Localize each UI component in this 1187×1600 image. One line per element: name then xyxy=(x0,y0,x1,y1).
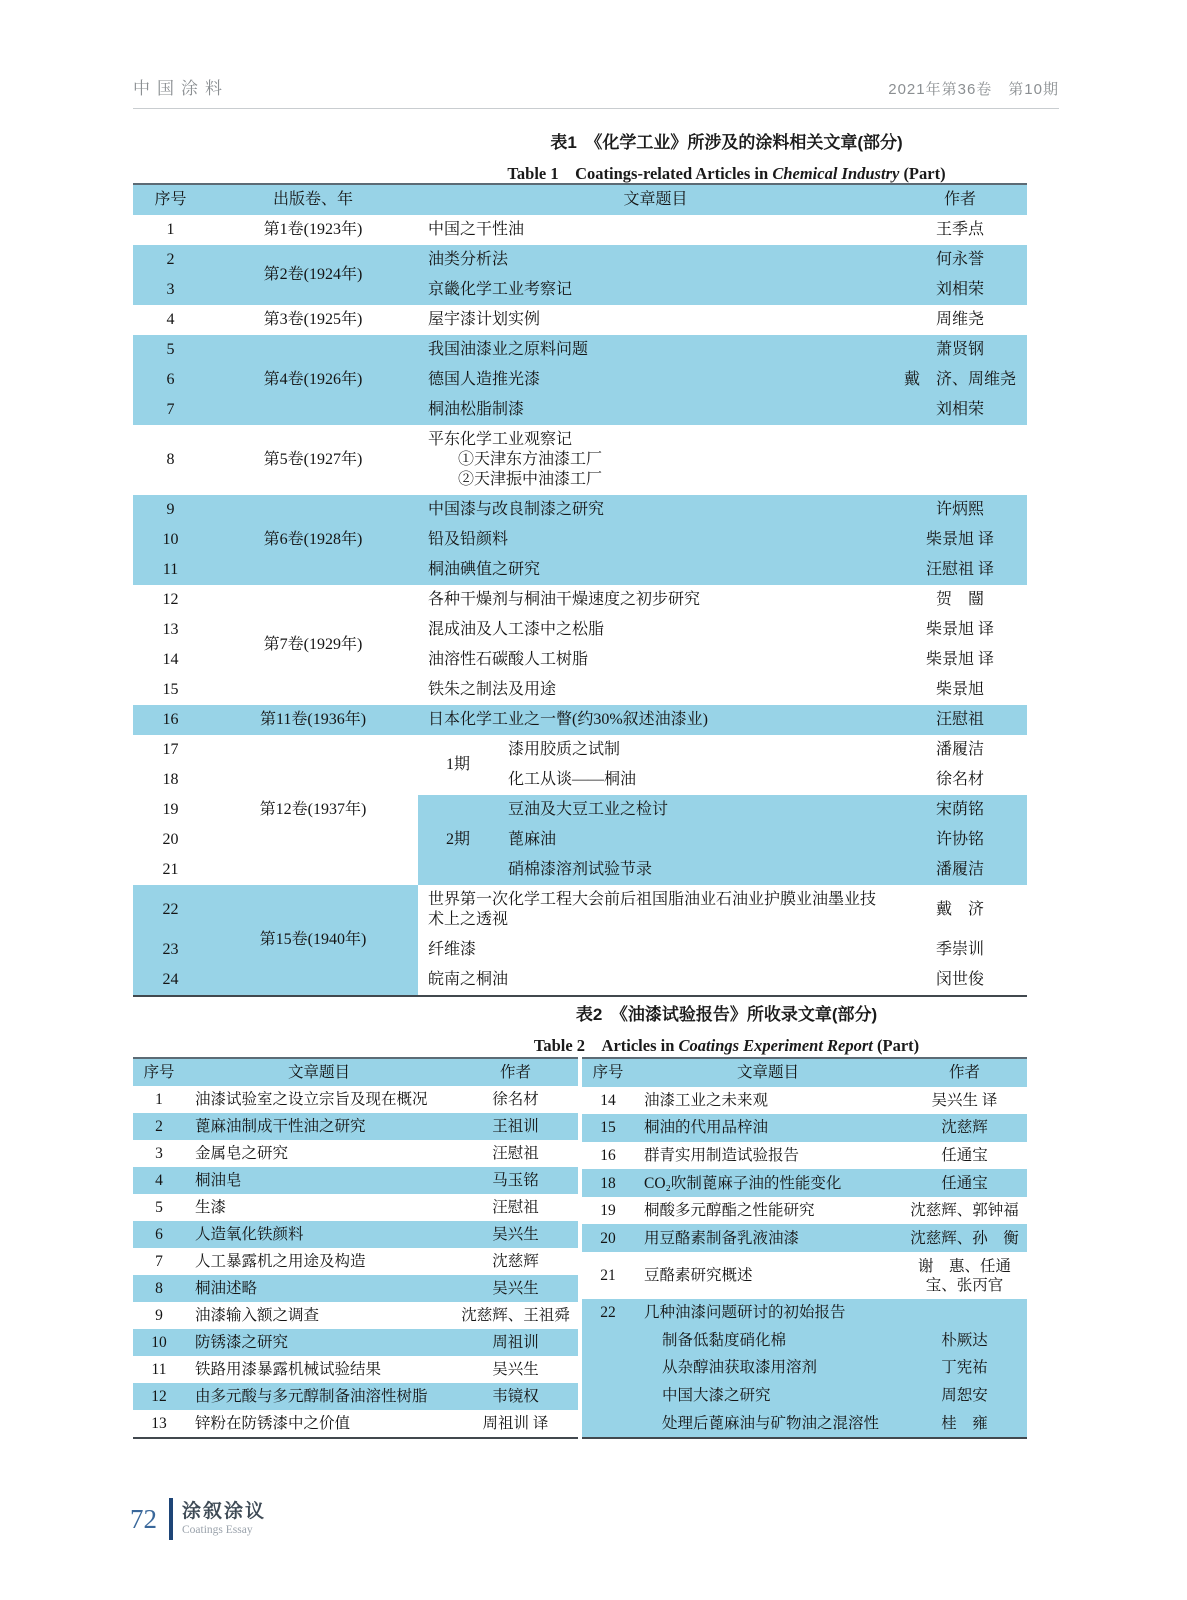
col-header-title: 文章题目 xyxy=(634,1058,902,1087)
table-row xyxy=(582,1252,1027,1299)
title-cell: 我国油漆业之原料问题 xyxy=(418,335,893,365)
table-row xyxy=(133,1167,578,1194)
title-cell: 人造氧化铁颜料 xyxy=(185,1221,453,1248)
table-row xyxy=(133,245,1027,275)
page-footer xyxy=(130,1498,266,1540)
author-cell: 萧贤钢 xyxy=(893,335,1027,365)
col-header-no: 序号 xyxy=(133,184,208,215)
no-cell: 7 xyxy=(155,1253,163,1270)
title-cell: 豆酪素研究概述 xyxy=(644,1267,753,1285)
author-cell: 戴 济 xyxy=(936,901,985,918)
title-cell: 皖南之桐油 xyxy=(428,971,509,988)
caption-en-pre: Table 2 Articles in xyxy=(533,1036,679,1055)
table-row xyxy=(133,1086,578,1113)
table-row xyxy=(133,1275,578,1302)
title-line: ①天津东方油漆工厂 xyxy=(458,451,603,468)
table2-caption-cn: 表2 《油漆试验报告》所收录文章(部分) xyxy=(575,1005,878,1024)
table-sub-row xyxy=(582,1409,1027,1438)
title-cell: 群青实用制造试验报告 xyxy=(644,1147,800,1165)
author-cell: 沈慈辉、王祖舜 xyxy=(461,1307,570,1324)
title-cell: 生漆 xyxy=(195,1199,227,1216)
no-cell: 21 xyxy=(162,861,179,878)
no-cell: 6 xyxy=(133,365,208,395)
table-row xyxy=(582,1142,1027,1170)
author-cell: 韦镜权 xyxy=(453,1383,578,1410)
title-cell: 混成油及人工漆中之松脂 xyxy=(428,621,605,638)
title-cell: 油漆工业之未来观 xyxy=(644,1091,769,1109)
table-row xyxy=(133,1113,578,1140)
author-cell: 谢 惠、任通宝、张丙官 xyxy=(917,1257,1011,1294)
no-cell: 5 xyxy=(155,1199,163,1216)
vol-cell: 第7卷(1929年) xyxy=(263,636,363,653)
author-cell: 刘相荣 xyxy=(893,395,1027,425)
author-cell: 周维尧 xyxy=(936,311,985,328)
title-cell: 京畿化学工业考察记 xyxy=(418,275,893,305)
no-cell: 4 xyxy=(133,1167,185,1194)
no-cell: 15 xyxy=(162,681,179,698)
author-cell: 朴厥达 xyxy=(902,1327,1027,1355)
table2-caption-en xyxy=(133,1032,1187,1056)
author-cell: 王祖训 xyxy=(453,1113,578,1140)
table-sub-row xyxy=(582,1327,1027,1355)
title-cell: 中国之干性油 xyxy=(428,221,525,238)
title-cell: 铅及铅颜料 xyxy=(418,525,893,555)
author-cell xyxy=(893,425,1027,495)
no-cell: 12 xyxy=(133,1383,185,1410)
title-cell: 桐油松脂制漆 xyxy=(418,395,893,425)
no-cell xyxy=(582,1354,634,1382)
table2-right xyxy=(582,1057,1027,1439)
title-cell: CO₂吹制蓖麻子油的性能变化 xyxy=(634,1169,902,1197)
author-cell: 吴兴生 译 xyxy=(931,1091,998,1109)
author-cell: 徐名材 xyxy=(936,771,985,788)
title-cell: 纤维漆 xyxy=(428,941,477,958)
no-cell: 1 xyxy=(155,1091,163,1108)
table-row xyxy=(582,1299,1027,1327)
title-cell: 人工暴露机之用途及构造 xyxy=(195,1253,366,1270)
title-cell: 金属皂之研究 xyxy=(195,1145,289,1162)
col-header-author: 作者 xyxy=(902,1058,1027,1087)
title-cell: 桐油述略 xyxy=(185,1275,453,1302)
title-cell: 蓖麻油制成干性油之研究 xyxy=(185,1113,453,1140)
no-cell: 5 xyxy=(133,335,208,365)
table-row xyxy=(133,1194,578,1221)
no-cell xyxy=(582,1382,634,1410)
no-cell: 16 xyxy=(133,705,208,735)
period-cell: 1期 xyxy=(445,756,470,773)
author-cell: 何永誉 xyxy=(893,245,1027,275)
title-cell: 处理后蓖麻油与矿物油之混溶性 xyxy=(634,1409,902,1438)
no-cell: 20 xyxy=(582,1224,634,1252)
no-cell: 6 xyxy=(133,1221,185,1248)
no-cell xyxy=(582,1327,634,1355)
title-cell: 中国大漆之研究 xyxy=(634,1382,902,1410)
table2-left xyxy=(133,1057,578,1439)
vol-cell: 第2卷(1924年) xyxy=(208,245,418,305)
caption-en-pre: Table 1 Coatings-related Articles in xyxy=(507,164,773,183)
title-cell: 日本化学工业之一瞥(约30%叙述油漆业) xyxy=(418,705,893,735)
title-cell: 从杂醇油获取漆用溶剂 xyxy=(634,1354,902,1382)
author-cell: 柴景旭 译 xyxy=(926,621,995,638)
table-row xyxy=(133,305,1027,335)
table-row xyxy=(133,1221,578,1248)
title-cell: 油类分析法 xyxy=(418,245,893,275)
table-row xyxy=(133,1248,578,1275)
title-cell: 中国漆与改良制漆之研究 xyxy=(418,495,893,525)
title-cell xyxy=(418,425,893,495)
author-cell: 汪慰祖 xyxy=(492,1145,539,1162)
author-cell: 宋荫铭 xyxy=(893,795,1027,825)
title-cell: 油漆试验室之设立宗旨及现在概况 xyxy=(195,1091,428,1108)
table2-caption xyxy=(133,1000,1187,1056)
author-cell: 闵世俊 xyxy=(936,971,985,988)
no-cell: 8 xyxy=(166,451,175,468)
table-row xyxy=(133,215,1027,245)
no-cell: 22 xyxy=(582,1299,634,1327)
col-header-author: 作者 xyxy=(453,1058,578,1086)
title-cell: 锌粉在防锈漆中之价值 xyxy=(195,1415,351,1432)
issue-info: 2021年第36卷 第10期 xyxy=(888,81,1059,98)
author-cell: 潘履洁 xyxy=(936,741,985,758)
no-cell: 24 xyxy=(133,965,208,996)
table-row xyxy=(582,1114,1027,1142)
col-header-no: 序号 xyxy=(133,1058,185,1086)
vol-cell: 第1卷(1923年) xyxy=(263,221,363,238)
no-cell: 18 xyxy=(582,1169,634,1197)
author-cell: 周祖训 xyxy=(453,1329,578,1356)
author-cell: 周祖训 译 xyxy=(482,1415,549,1432)
col-header-no: 序号 xyxy=(582,1058,634,1087)
no-cell: 15 xyxy=(582,1114,634,1142)
author-cell: 周恕安 xyxy=(902,1382,1027,1410)
vol-cell: 第4卷(1926年) xyxy=(208,335,418,425)
no-cell: 11 xyxy=(151,1361,167,1378)
col-header-vol: 出版卷、年 xyxy=(208,184,418,215)
no-cell: 10 xyxy=(133,525,208,555)
author-cell xyxy=(902,1299,1027,1327)
table-row xyxy=(133,705,1027,735)
no-cell: 13 xyxy=(162,621,179,638)
column-title-en: Coatings Essay xyxy=(182,1524,253,1536)
title-cell: 防锈漆之研究 xyxy=(185,1329,453,1356)
no-cell: 1 xyxy=(166,221,175,238)
table2-left-header-row xyxy=(133,1058,578,1086)
table-row xyxy=(133,585,1027,615)
title-cell: 豆油及大豆工业之检讨 xyxy=(498,795,893,825)
title-cell: 铁朱之制法及用途 xyxy=(428,681,557,698)
author-cell: 贺 闓 xyxy=(936,591,985,608)
no-cell: 4 xyxy=(166,311,175,328)
col-header-title: 文章题目 xyxy=(185,1058,453,1086)
vol-cell: 第11卷(1936年) xyxy=(208,705,418,735)
title-cell: 制备低黏度硝化棉 xyxy=(634,1327,902,1355)
table-row xyxy=(133,335,1027,365)
author-cell: 季崇训 xyxy=(936,941,985,958)
title-cell: 硝棉漆溶剂试验节录 xyxy=(498,855,893,885)
page-header xyxy=(133,74,1059,109)
author-cell: 沈慈辉 xyxy=(492,1253,539,1270)
vol-cell: 第5卷(1927年) xyxy=(263,451,363,468)
table-row xyxy=(133,425,1027,495)
author-cell: 许炳熙 xyxy=(893,495,1027,525)
no-cell: 20 xyxy=(162,831,179,848)
table-row xyxy=(133,1140,578,1167)
no-cell: 2 xyxy=(133,1113,185,1140)
author-cell: 马玉铭 xyxy=(453,1167,578,1194)
no-cell: 3 xyxy=(155,1145,163,1162)
no-cell: 23 xyxy=(133,935,208,965)
no-cell: 9 xyxy=(133,495,208,525)
author-cell: 刘相荣 xyxy=(893,275,1027,305)
author-cell: 吴兴生 xyxy=(453,1275,578,1302)
table-sub-row xyxy=(582,1382,1027,1410)
author-cell: 柴景旭 译 xyxy=(893,525,1027,555)
author-cell: 汪慰祖 xyxy=(893,705,1027,735)
no-cell: 9 xyxy=(155,1307,163,1324)
title-cell: 铁路用漆暴露机械试验结果 xyxy=(195,1361,382,1378)
footer-column-block xyxy=(182,1501,266,1537)
author-cell: 沈慈辉、孙 衡 xyxy=(902,1224,1027,1252)
author-cell: 沈慈辉、郭钟福 xyxy=(910,1202,1019,1220)
no-cell: 12 xyxy=(162,591,179,608)
no-cell: 21 xyxy=(600,1267,616,1285)
table-row xyxy=(582,1224,1027,1252)
author-cell: 任通宝 xyxy=(902,1169,1027,1197)
author-cell: 柴景旭 译 xyxy=(926,651,995,668)
title-cell: 化工从谈——桐油 xyxy=(508,771,637,788)
table-sub-row xyxy=(582,1354,1027,1382)
title-cell: 漆用胶质之试制 xyxy=(508,741,621,758)
caption-en-italic: Chemical Industry xyxy=(772,164,900,183)
author-cell: 吴兴生 xyxy=(453,1221,578,1248)
table-row xyxy=(582,1197,1027,1225)
author-cell: 王季点 xyxy=(936,221,985,238)
table-row xyxy=(133,735,1027,765)
no-cell: 10 xyxy=(133,1329,185,1356)
no-cell: 13 xyxy=(151,1415,167,1432)
author-cell: 戴 济、周维尧 xyxy=(893,365,1027,395)
author-cell: 沈慈辉 xyxy=(902,1114,1027,1142)
no-cell: 14 xyxy=(600,1091,616,1109)
table1-caption-cn: 表1 《化学工业》所涉及的涂料相关文章(部分) xyxy=(550,133,903,152)
no-cell: 14 xyxy=(162,651,179,668)
author-cell: 任通宝 xyxy=(941,1147,988,1165)
table-row xyxy=(133,495,1027,525)
no-cell: 7 xyxy=(133,395,208,425)
footer-divider-bar xyxy=(169,1498,173,1540)
title-cell: 几种油漆问题研讨的初始报告 xyxy=(634,1299,902,1327)
author-cell: 徐名材 xyxy=(492,1091,539,1108)
title-cell: 用豆酪素制备乳液油漆 xyxy=(634,1224,902,1252)
title-cell: 油溶性石碳酸人工树脂 xyxy=(428,651,589,668)
table-row xyxy=(133,1302,578,1329)
author-cell: 丁宪祐 xyxy=(902,1354,1027,1382)
table-row xyxy=(133,1383,578,1410)
table1-caption xyxy=(133,128,1187,184)
table-row xyxy=(133,1356,578,1383)
author-cell: 汪慰祖 xyxy=(492,1199,539,1216)
title-cell: 由多元酸与多元醇制备油溶性树脂 xyxy=(185,1383,453,1410)
table2 xyxy=(133,1057,1027,1439)
title-cell: 桐油皂 xyxy=(185,1167,453,1194)
col-header-title: 文章题目 xyxy=(418,184,893,215)
page-number: 72 xyxy=(130,1503,157,1534)
title-cell: 油漆输入额之调查 xyxy=(195,1307,320,1324)
no-cell: 3 xyxy=(133,275,208,305)
title-cell: 桐油的代用品梓油 xyxy=(634,1114,902,1142)
author-cell: 汪慰祖 译 xyxy=(893,555,1027,585)
author-cell: 潘履洁 xyxy=(893,855,1027,885)
author-cell: 桂 雍 xyxy=(902,1409,1027,1438)
no-cell: 8 xyxy=(133,1275,185,1302)
col-header-author: 作者 xyxy=(893,184,1027,215)
table-row xyxy=(133,885,1027,935)
caption-en-italic: Coatings Experiment Report xyxy=(678,1036,873,1055)
journal-name: 中国涂料 xyxy=(133,79,229,98)
period-cell: 2期 xyxy=(418,795,498,885)
caption-en-post: (Part) xyxy=(872,1036,920,1055)
no-cell: 19 xyxy=(162,801,179,818)
no-cell: 18 xyxy=(162,771,179,788)
table-row xyxy=(133,1410,578,1438)
no-cell: 19 xyxy=(600,1202,616,1220)
title-line: ②天津振中油漆工厂 xyxy=(458,471,603,488)
vol-cell: 第12卷(1937年) xyxy=(259,801,367,818)
no-cell: 11 xyxy=(133,555,208,585)
title-cell: 桐酸多元醇酯之性能研究 xyxy=(644,1202,815,1220)
author-cell: 吴兴生 xyxy=(492,1361,539,1378)
title-cell: 屋宇漆计划实例 xyxy=(428,311,541,328)
table1-caption-en xyxy=(133,160,1187,184)
title-cell: 德国人造推光漆 xyxy=(418,365,893,395)
table1 xyxy=(133,183,1027,997)
vol-cell: 第15卷(1940年) xyxy=(208,885,418,996)
no-cell: 17 xyxy=(162,741,179,758)
caption-en-post: (Part) xyxy=(899,164,946,183)
no-cell xyxy=(582,1409,634,1438)
table-row xyxy=(582,1169,1027,1197)
table1-header-row xyxy=(133,184,1027,215)
table2-right-header-row xyxy=(582,1058,1027,1087)
title-cell: 桐油碘值之研究 xyxy=(418,555,893,585)
no-cell: 22 xyxy=(133,885,208,935)
title-cell: 蓖麻油 xyxy=(498,825,893,855)
table-row xyxy=(582,1087,1027,1115)
vol-cell: 第3卷(1925年) xyxy=(263,311,363,328)
title-cell: 各种干燥剂与桐油干燥速度之初步研究 xyxy=(428,591,701,608)
title-line: 平东化学工业观察记 xyxy=(428,431,573,448)
author-cell: 许协铭 xyxy=(893,825,1027,855)
vol-cell: 第6卷(1928年) xyxy=(208,495,418,585)
table-row xyxy=(133,1329,578,1356)
no-cell: 2 xyxy=(133,245,208,275)
author-cell: 柴景旭 xyxy=(936,681,985,698)
title-cell: 世界第一次化学工程大会前后祖国脂油业石油业护膜业油墨业技术上之透视 xyxy=(428,891,877,928)
no-cell: 16 xyxy=(600,1147,616,1165)
column-title-cn: 涂叙涂议 xyxy=(182,1501,267,1522)
